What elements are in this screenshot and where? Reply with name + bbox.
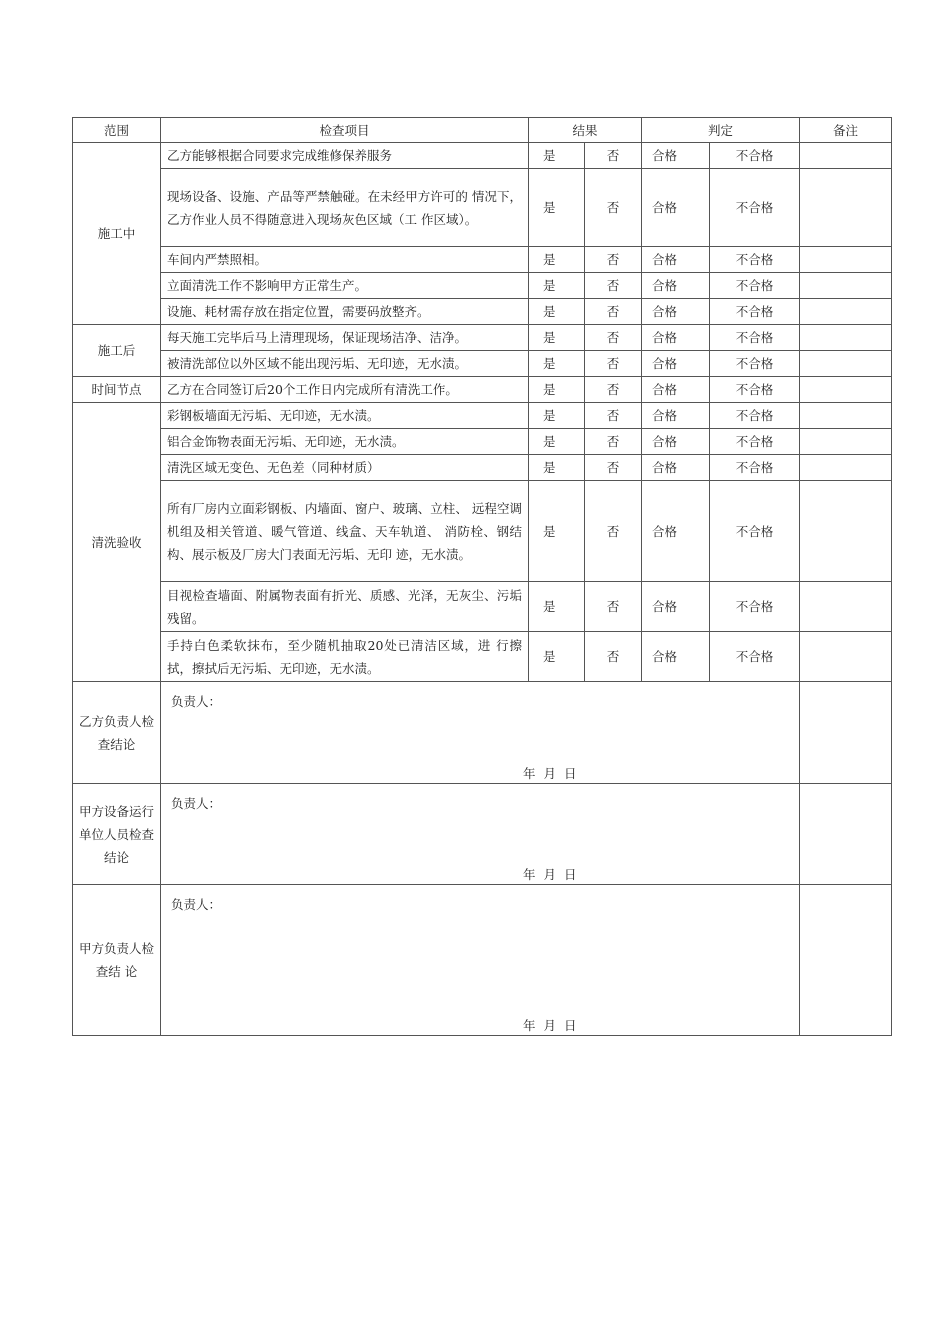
- yes-option[interactable]: 是: [529, 299, 585, 325]
- fail-option[interactable]: 不合格: [710, 403, 800, 429]
- table-row: [73, 247, 892, 273]
- yes-option[interactable]: 是: [529, 481, 585, 582]
- item-cell: 所有厂房内立面彩钢板、内墙面、窗户、玻璃、立柱、 远程空调机组及相关管道、暖气管道、线盒、天车轨道、 消防栓、钢结构、展示板及厂房大门表面无污垢、无印 迹，无水渍。: [161, 481, 529, 582]
- fail-option[interactable]: 不合格: [710, 429, 800, 455]
- fail-option[interactable]: 不合格: [710, 273, 800, 299]
- yes-option[interactable]: 是: [529, 247, 585, 273]
- remark-cell[interactable]: [800, 481, 892, 582]
- pass-option[interactable]: 合格: [642, 481, 710, 582]
- remark-cell[interactable]: [800, 682, 892, 784]
- pass-option[interactable]: 合格: [642, 377, 710, 403]
- header-remark: 备注: [800, 118, 892, 143]
- item-cell: 设施、耗材需存放在指定位置，需要码放整齐。: [161, 299, 529, 325]
- table-row: [73, 273, 892, 299]
- no-option[interactable]: 否: [585, 325, 642, 351]
- table-row: [73, 299, 892, 325]
- table-row: [73, 143, 892, 169]
- item-cell: 铝合金饰物表面无污垢、无印迹，无水渍。: [161, 429, 529, 455]
- pass-option[interactable]: 合格: [642, 429, 710, 455]
- remark-cell[interactable]: [800, 403, 892, 429]
- conclusion-label: 甲方负责人检查结 论: [73, 885, 161, 1036]
- fail-option[interactable]: 不合格: [710, 247, 800, 273]
- no-option[interactable]: 否: [585, 143, 642, 169]
- scope-cell: 清洗验收: [73, 403, 161, 682]
- conclusion-label: 甲方设备运行单位人员检查结论: [73, 784, 161, 885]
- table-row: [73, 403, 892, 429]
- no-option[interactable]: 否: [585, 403, 642, 429]
- pass-option[interactable]: 合格: [642, 351, 710, 377]
- yes-option[interactable]: 是: [529, 143, 585, 169]
- fail-option[interactable]: 不合格: [710, 582, 800, 632]
- pass-option[interactable]: 合格: [642, 273, 710, 299]
- header-item: 检查项目: [161, 118, 529, 143]
- pass-option[interactable]: 合格: [642, 169, 710, 247]
- pass-option[interactable]: 合格: [642, 325, 710, 351]
- no-option[interactable]: 否: [585, 377, 642, 403]
- yes-option[interactable]: 是: [529, 429, 585, 455]
- yes-option[interactable]: 是: [529, 351, 585, 377]
- item-cell: 立面清洗工作不影响甲方正常生产。: [161, 273, 529, 299]
- no-option[interactable]: 否: [585, 429, 642, 455]
- conclusion-field[interactable]: [161, 885, 800, 1036]
- yes-option[interactable]: 是: [529, 403, 585, 429]
- yes-option[interactable]: 是: [529, 169, 585, 247]
- fail-option[interactable]: 不合格: [710, 169, 800, 247]
- conclusion-row: [73, 885, 892, 1036]
- fail-option[interactable]: 不合格: [710, 481, 800, 582]
- remark-cell[interactable]: [800, 377, 892, 403]
- remark-cell[interactable]: [800, 632, 892, 682]
- scope-cell: 施工中: [73, 143, 161, 325]
- header-judge: 判定: [642, 118, 800, 143]
- pass-option[interactable]: 合格: [642, 403, 710, 429]
- inspection-table: [72, 117, 892, 1036]
- scope-cell: 施工后: [73, 325, 161, 377]
- item-cell: 手持白色柔软抹布，至少随机抽取20处已清洁区域，进 行擦拭，擦拭后无污垢、无印迹，无水渍。: [161, 632, 529, 682]
- remark-cell[interactable]: [800, 299, 892, 325]
- no-option[interactable]: 否: [585, 582, 642, 632]
- table-row: [73, 377, 892, 403]
- yes-option[interactable]: 是: [529, 632, 585, 682]
- table-row: [73, 481, 892, 582]
- item-cell: 每天施工完毕后马上清理现场，保证现场洁净、洁净。: [161, 325, 529, 351]
- no-option[interactable]: 否: [585, 299, 642, 325]
- item-cell: 乙方在合同签订后20个工作日内完成所有清洗工作。: [161, 377, 529, 403]
- scope-cell: 时间节点: [73, 377, 161, 403]
- item-cell: 清洗区域无变色、无色差（同种材质）: [161, 455, 529, 481]
- responsible-label: 负责人：: [171, 796, 222, 811]
- conclusion-label: 乙方负责人检查结论: [73, 682, 161, 784]
- remark-cell[interactable]: [800, 582, 892, 632]
- no-option[interactable]: 否: [585, 169, 642, 247]
- date-label: 年 月 日: [523, 766, 579, 781]
- no-option[interactable]: 否: [585, 455, 642, 481]
- table-row: [73, 429, 892, 455]
- table-row: [73, 455, 892, 481]
- conclusion-field[interactable]: [161, 784, 800, 885]
- yes-option[interactable]: 是: [529, 377, 585, 403]
- yes-option[interactable]: 是: [529, 582, 585, 632]
- item-cell: 被清洗部位以外区域不能出现污垢、无印迹，无水渍。: [161, 351, 529, 377]
- remark-cell[interactable]: [800, 455, 892, 481]
- remark-cell[interactable]: [800, 247, 892, 273]
- header-result: 结果: [529, 118, 642, 143]
- date-label: 年 月 日: [523, 867, 579, 882]
- table-row: [73, 351, 892, 377]
- no-option[interactable]: 否: [585, 273, 642, 299]
- remark-cell[interactable]: [800, 143, 892, 169]
- responsible-label: 负责人：: [171, 897, 222, 912]
- fail-option[interactable]: 不合格: [710, 143, 800, 169]
- pass-option[interactable]: 合格: [642, 455, 710, 481]
- item-cell: 目视检查墙面、附属物表面有折光、质感、光泽，无灰尘、污垢残留。: [161, 582, 529, 632]
- no-option[interactable]: 否: [585, 632, 642, 682]
- header-scope: 范围: [73, 118, 161, 143]
- conclusion-field[interactable]: [161, 682, 800, 784]
- no-option[interactable]: 否: [585, 481, 642, 582]
- conclusion-row: [73, 682, 892, 784]
- remark-cell[interactable]: [800, 273, 892, 299]
- remark-cell[interactable]: [800, 784, 892, 885]
- yes-option[interactable]: 是: [529, 273, 585, 299]
- item-cell: 现场设备、设施、产品等严禁触碰。在未经甲方许可的 情况下，乙方作业人员不得随意进入现场灰色区域（工 作区域）。: [161, 169, 529, 247]
- pass-option[interactable]: 合格: [642, 582, 710, 632]
- fail-option[interactable]: 不合格: [710, 455, 800, 481]
- conclusion-row: [73, 784, 892, 885]
- header-row: [73, 118, 892, 143]
- item-cell: 车间内严禁照相。: [161, 247, 529, 273]
- pass-option[interactable]: 合格: [642, 247, 710, 273]
- item-cell: 彩钢板墙面无污垢、无印迹，无水渍。: [161, 403, 529, 429]
- fail-option[interactable]: 不合格: [710, 299, 800, 325]
- pass-option[interactable]: 合格: [642, 299, 710, 325]
- table-row: [73, 325, 892, 351]
- remark-cell[interactable]: [800, 169, 892, 247]
- pass-option[interactable]: 合格: [642, 632, 710, 682]
- fail-option[interactable]: 不合格: [710, 632, 800, 682]
- no-option[interactable]: 否: [585, 351, 642, 377]
- item-cell: 乙方能够根据合同要求完成维修保养服务: [161, 143, 529, 169]
- fail-option[interactable]: 不合格: [710, 325, 800, 351]
- remark-cell[interactable]: [800, 429, 892, 455]
- table-row: [73, 169, 892, 247]
- yes-option[interactable]: 是: [529, 455, 585, 481]
- fail-option[interactable]: 不合格: [710, 377, 800, 403]
- table-row: [73, 582, 892, 632]
- fail-option[interactable]: 不合格: [710, 351, 800, 377]
- remark-cell[interactable]: [800, 325, 892, 351]
- table-row: [73, 632, 892, 682]
- yes-option[interactable]: 是: [529, 325, 585, 351]
- pass-option[interactable]: 合格: [642, 143, 710, 169]
- date-label: 年 月 日: [523, 1018, 579, 1033]
- responsible-label: 负责人：: [171, 694, 222, 709]
- remark-cell[interactable]: [800, 351, 892, 377]
- no-option[interactable]: 否: [585, 247, 642, 273]
- remark-cell[interactable]: [800, 885, 892, 1036]
